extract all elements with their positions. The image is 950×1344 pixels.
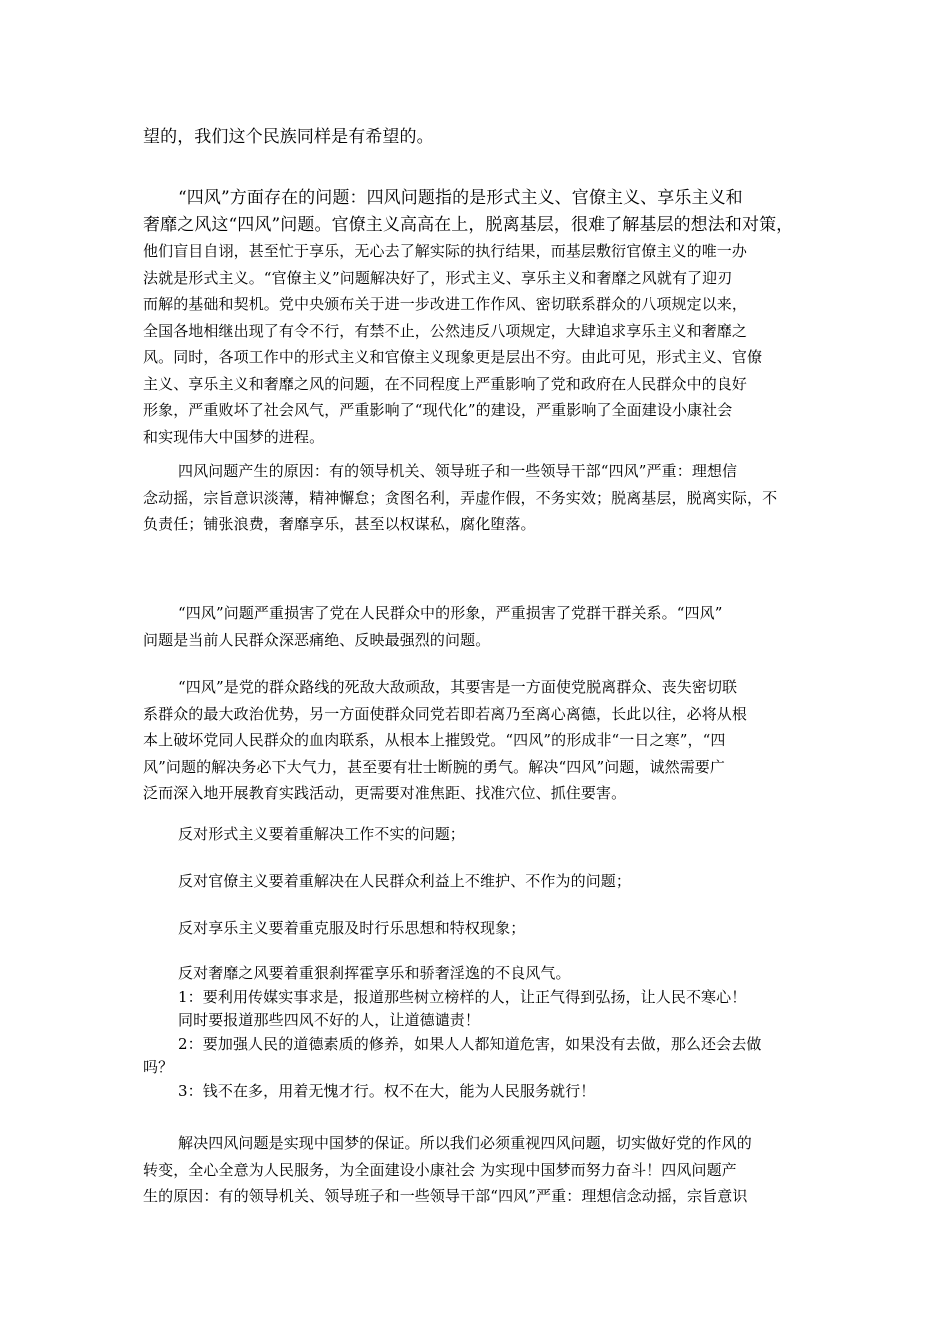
text-line: 和实现伟大中国梦的进程。 xyxy=(143,427,325,446)
text-line-lead: 奢靡之风这“四风”问题。官僚主义高高在上，脱离基层，很难了解基层的想法和对策， xyxy=(143,214,794,235)
text-line: 四风问题产生的原因：有的领导机关、领导班子和一些领导干部“四风”严重：理想信 xyxy=(178,462,738,480)
text-line: 念动摇，宗旨意识淡薄，精神懈怠；贪图名利，弄虚作假，不务实效；脱离基层，脱离实际，不 xyxy=(143,488,778,507)
text-line: 反对官僚主义要着重解决在人民群众利益上不维护、不作为的问题； xyxy=(178,872,632,890)
text-line: 法就是形式主义。“官僚主义”问题解决好了，形式主义、享乐主义和奢靡之风就有了迎刃 xyxy=(143,268,733,287)
text-line: 系群众的最大政治优势，另一方面使群众同党若即若离乃至离心离德，长此以往，必将从根 xyxy=(143,704,748,723)
text-line: “四风”是党的群众路线的死敌大敌顽敌，其要害是一方面使党脱离群众、丧失密切联 xyxy=(178,678,738,696)
text-line: 转变，全心全意为人民服务，为全面建设小康社会 为实现中国梦而努力奋斗！四风问题产 xyxy=(143,1160,737,1179)
text-line: 而解的基础和契机。党中央颁布关于进一步改进工作作风、密切联系群众的八项规定以来， xyxy=(143,295,748,313)
text-line: 风”问题的解决务必下大气力，甚至要有壮士断腕的勇气。解决“四风”问题，诚然需要广 xyxy=(143,757,726,776)
text-line: 问题是当前人民群众深恶痛绝、反映最强烈的问题。 xyxy=(143,630,491,649)
text-line: “四风”问题严重损害了党在人民群众中的形象，严重损害了党群干群关系。“四风” xyxy=(178,604,723,622)
text-line: 主义、享乐主义和奢靡之风的问题，在不同程度上严重影响了党和政府在人民群众中的良好 xyxy=(143,374,748,393)
paragraph-causes xyxy=(143,458,808,538)
text-line: 形象，严重败坏了社会风气，严重影响了“现代化”的建设，严重影响了全面建设小康社会 xyxy=(143,401,733,419)
text-line: 全国各地相继出现了有令不行，有禁不止，公然违反八项规定，大肆追求享乐主义和奢靡之 xyxy=(143,321,748,340)
paragraph-four-winds-problems xyxy=(143,185,808,450)
text-line: 生的原因：有的领导机关、领导班子和一些领导干部“四风”严重：理想信念动摇，宗旨意识 xyxy=(143,1187,748,1205)
paragraph-enemy xyxy=(143,674,808,807)
paragraph-0 xyxy=(143,124,808,151)
paragraph-oppose-formalism xyxy=(143,821,808,848)
paragraph-damage xyxy=(143,600,808,653)
list-item: 1：要利用传媒实事求是，报道那些树立榜样的人，让正气得到弘扬，让人民不寒心！ xyxy=(178,987,747,1006)
text-line: 反对形式主义要着重解决工作不实的问题； xyxy=(178,825,465,843)
text-line: 解决四风问题是实现中国梦的保证。所以我们必须重视四风问题，切实做好党的作风的 xyxy=(178,1134,752,1152)
text-line: 反对享乐主义要着重克服及时行乐思想和特权现象； xyxy=(178,919,526,937)
text-line: 反对奢靡之风要着重狠刹挥霍享乐和骄奢淫逸的不良风气。 xyxy=(178,964,571,982)
text-line: 同时要报道那些四风不好的人，让道德谴责！ xyxy=(178,1011,481,1029)
list-item: 2：要加强人民的道德素质的修养，如果人人都知道危害，如果没有去做，那么还会去做 xyxy=(178,1034,762,1053)
text-line xyxy=(143,212,808,239)
text-line: 望的，我们这个民族同样是有希望的。 xyxy=(143,127,434,147)
text-line: “四风”方面存在的问题：四风问题指的是形式主义、官僚主义、享乐主义和 xyxy=(178,188,743,208)
text-line: 风。同时，各项工作中的形式主义和官僚主义现象更是层出不穷。由此可见，形式主义、官僚 xyxy=(143,348,763,366)
paragraph-solution xyxy=(143,1130,808,1210)
text-line: 本上破坏党同人民群众的血肉联系，从根本上摧毁党。“四风”的形成非“一日之寒”，“四 xyxy=(143,731,726,749)
text-line: 吗？ xyxy=(143,1058,174,1076)
paragraph-oppose-hedonism xyxy=(143,915,808,942)
text-line: 泛而深入地开展教育实践活动，更需要对准焦距、找准穴位、抓住要害。 xyxy=(143,784,627,802)
text-line: 负责任；铺张浪费，奢靡享乐，甚至以权谋私，腐化堕落。 xyxy=(143,515,536,533)
paragraph-oppose-extravagance xyxy=(143,962,808,1103)
list-item: 3：钱不在多，用着无愧才行。权不在大，能为人民服务就行！ xyxy=(178,1081,596,1100)
paragraph-oppose-bureaucratism xyxy=(143,868,808,895)
text-line: 他们盲目自诩，甚至忙于享乐，无心去了解实际的执行结果，而基层敷衍官僚主义的唯一办 xyxy=(143,242,748,260)
